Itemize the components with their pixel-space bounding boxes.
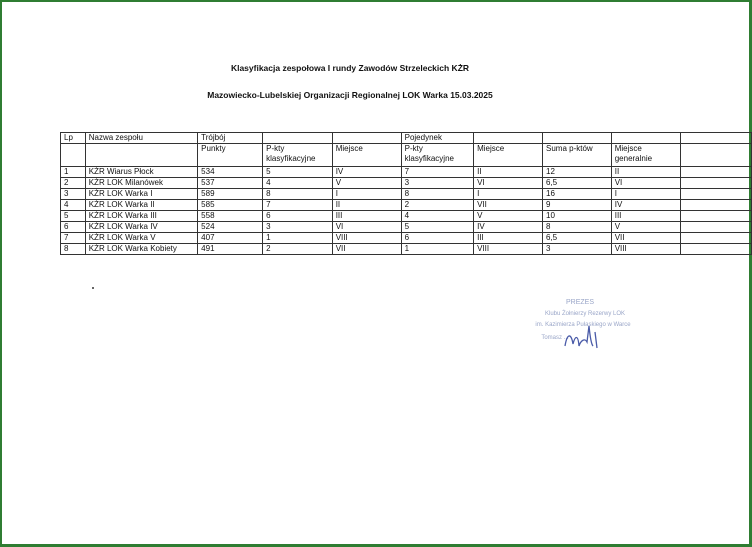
table-cell: 3 xyxy=(543,244,612,255)
table-cell: KŻR Wiarus Płock xyxy=(85,167,197,178)
table-cell: KŻR LOK Warka I xyxy=(85,189,197,200)
table-cell: 5 xyxy=(263,167,333,178)
table-cell: 585 xyxy=(198,200,263,211)
table-cell: IV xyxy=(474,222,543,233)
table-cell: VI xyxy=(332,222,401,233)
table-cell: 8 xyxy=(401,189,473,200)
table-cell xyxy=(680,211,751,222)
table-cell xyxy=(85,144,197,167)
table-cell: VII xyxy=(474,200,543,211)
table-cell: VIII xyxy=(611,244,680,255)
table-row xyxy=(61,211,752,222)
table-cell: 2 xyxy=(263,244,333,255)
table-cell: V xyxy=(474,211,543,222)
table-row xyxy=(61,200,752,211)
table-cell: 491 xyxy=(198,244,263,255)
table-cell xyxy=(611,133,680,144)
table-cell: P-kty klasyfikacyjne xyxy=(401,144,473,167)
table-cell: 4 xyxy=(401,211,473,222)
stamp-line-1: PREZES xyxy=(565,299,595,306)
table-cell: 6,5 xyxy=(543,233,612,244)
table-cell: Pojedynek xyxy=(401,133,473,144)
table-row xyxy=(61,233,752,244)
table-cell: Lp xyxy=(61,133,86,144)
table-cell: 3 xyxy=(263,222,333,233)
table-cell: 8 xyxy=(263,189,333,200)
table-cell: 1 xyxy=(401,244,473,255)
table-cell: Nazwa zespołu xyxy=(85,133,197,144)
table-cell: VIII xyxy=(474,244,543,255)
table-cell: Trójbój xyxy=(198,133,263,144)
table-cell: VII xyxy=(332,244,401,255)
table-cell: VIII xyxy=(332,233,401,244)
table-cell: 558 xyxy=(198,211,263,222)
table-cell: 4 xyxy=(61,200,86,211)
table-cell: I xyxy=(611,189,680,200)
stamp-line-2: Klubu Żołnierzy Rezerwy LOK xyxy=(544,311,626,317)
table-cell xyxy=(680,244,751,255)
table-cell: V xyxy=(332,178,401,189)
table-cell: 5 xyxy=(401,222,473,233)
table-cell: 7 xyxy=(61,233,86,244)
table-cell: II xyxy=(611,167,680,178)
table-cell: 10 xyxy=(543,211,612,222)
table-cell: Miejsce generalnie xyxy=(611,144,680,167)
table-cell xyxy=(680,189,751,200)
table-cell xyxy=(332,133,401,144)
table-cell: IV xyxy=(332,167,401,178)
table-cell: 3 xyxy=(61,189,86,200)
table-cell: 9 xyxy=(543,200,612,211)
table-cell: IV xyxy=(611,200,680,211)
table-cell: P-kty klasyfikacyjne xyxy=(263,144,333,167)
table-cell xyxy=(680,144,751,167)
table-cell: 534 xyxy=(198,167,263,178)
table-header-row xyxy=(61,133,752,144)
table-cell: 537 xyxy=(198,178,263,189)
table-cell: 6 xyxy=(61,222,86,233)
table-cell: 5 xyxy=(61,211,86,222)
results-table xyxy=(60,132,752,255)
table-cell: KŻR LOK Warka III xyxy=(85,211,197,222)
table-cell: 1 xyxy=(61,167,86,178)
table-cell: 3 xyxy=(401,178,473,189)
table-cell: 1 xyxy=(263,233,333,244)
table-row xyxy=(61,222,752,233)
table-row xyxy=(61,244,752,255)
document-subtitle: Mazowiecko-Lubelskiej Organizacji Regionalnej LOK Warka 15.03.2025 xyxy=(207,90,493,100)
table-row xyxy=(61,178,752,189)
table-cell: V xyxy=(611,222,680,233)
table-cell: 6 xyxy=(263,211,333,222)
table-cell xyxy=(680,133,751,144)
table-cell: 407 xyxy=(198,233,263,244)
table-cell: II xyxy=(474,167,543,178)
table-cell: 8 xyxy=(61,244,86,255)
signature-stamp xyxy=(515,296,645,354)
table-row xyxy=(61,189,752,200)
stray-mark xyxy=(92,287,94,289)
table-cell: 2 xyxy=(401,200,473,211)
table-cell xyxy=(680,233,751,244)
table-row xyxy=(61,167,752,178)
table-cell: KŻR LOK Milanówek xyxy=(85,178,197,189)
table-cell: Punkty xyxy=(198,144,263,167)
table-cell: I xyxy=(474,189,543,200)
table-cell: VI xyxy=(474,178,543,189)
table-header-row xyxy=(61,144,752,167)
table-cell xyxy=(474,133,543,144)
table-cell: 524 xyxy=(198,222,263,233)
table-cell xyxy=(680,178,751,189)
table-cell xyxy=(263,133,333,144)
table-cell: 7 xyxy=(263,200,333,211)
table-cell xyxy=(680,167,751,178)
table-cell: Miejsce xyxy=(474,144,543,167)
table-cell: 6,5 xyxy=(543,178,612,189)
table-cell: VII xyxy=(611,233,680,244)
table-cell: I xyxy=(332,189,401,200)
signature-scribble xyxy=(565,326,597,348)
table-cell: 16 xyxy=(543,189,612,200)
table-cell: 589 xyxy=(198,189,263,200)
table-cell: III xyxy=(474,233,543,244)
table-cell xyxy=(543,133,612,144)
table-cell: 2 xyxy=(61,178,86,189)
table-cell: Miejsce xyxy=(332,144,401,167)
table-cell: III xyxy=(332,211,401,222)
table-cell: III xyxy=(611,211,680,222)
table-cell: Suma p-któw xyxy=(543,144,612,167)
table-cell xyxy=(61,144,86,167)
table-cell: 8 xyxy=(543,222,612,233)
table-cell: VI xyxy=(611,178,680,189)
document-title: Klasyfikacja zespołowa I rundy Zawodów Strzeleckich KŻR xyxy=(230,63,470,73)
table-cell: KŻR LOK Warka Kobiety xyxy=(85,244,197,255)
table-cell: 7 xyxy=(401,167,473,178)
stamp-line-4: Tomasz ... xyxy=(541,335,569,341)
table-cell: II xyxy=(332,200,401,211)
table-cell: KŻR LOK Warka II xyxy=(85,200,197,211)
table-cell: 4 xyxy=(263,178,333,189)
stamp-line-3: im. Kazimierza Pułaskiego w Warce xyxy=(535,322,631,328)
table-cell: 12 xyxy=(543,167,612,178)
table-cell: 6 xyxy=(401,233,473,244)
table-cell: KŻR LOK Warka IV xyxy=(85,222,197,233)
table-cell xyxy=(680,200,751,211)
table-cell xyxy=(680,222,751,233)
table-cell: KŻR LOK Warka V xyxy=(85,233,197,244)
